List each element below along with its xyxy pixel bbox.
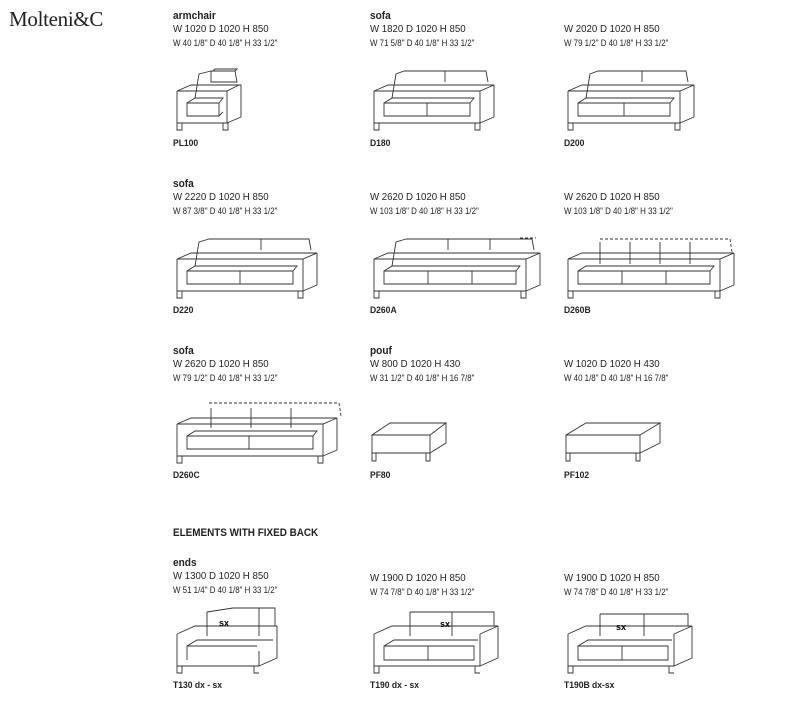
product-dimensions-mm: W 1020 D 1020 H 850: [173, 23, 269, 35]
product-d260c: [173, 345, 363, 385]
sofa-d260b-drawing: [564, 236, 739, 300]
product-code: D260A: [370, 305, 397, 316]
pouf-pf80-drawing: [370, 415, 450, 465]
product-d220: [173, 178, 363, 218]
product-title: sofa: [173, 345, 194, 357]
product-pf80: [370, 345, 560, 385]
product-title: sofa: [173, 178, 194, 190]
product-code: D260C: [173, 470, 200, 481]
product-dimensions-mm: W 800 D 1020 H 430: [370, 358, 461, 370]
product-d260b: [564, 178, 754, 218]
sx-label: sx: [440, 619, 451, 629]
sx-label: sx: [616, 622, 627, 632]
brand-logo: Molteni&C: [9, 7, 104, 31]
product-code: D260B: [564, 305, 591, 316]
sofa-d260a-drawing: [370, 236, 545, 300]
product-dimensions-mm: W 2620 D 1020 H 850: [564, 191, 660, 203]
product-title: [370, 178, 545, 190]
product-title: [564, 345, 739, 357]
armchair-drawing: [173, 68, 268, 132]
end-t130-drawing: [173, 606, 283, 676]
product-dimensions-inch: W 79 1/2" D 40 1/8" H 33 1/2": [173, 373, 278, 383]
product-dimensions-inch: W 40 1/8" D 40 1/8" H 16 7/8": [564, 373, 669, 383]
product-title: armchair: [173, 10, 216, 22]
product-dimensions-inch: W 103 1/8" D 40 1/8" H 33 1/2": [564, 206, 673, 216]
sofa-d220-drawing: [173, 236, 323, 300]
product-d260a: [370, 178, 560, 218]
product-code: PF80: [370, 470, 391, 481]
product-dimensions-mm: W 2620 D 1020 H 850: [370, 191, 466, 203]
sofa-d200-drawing: [564, 68, 699, 132]
product-title: [564, 10, 739, 22]
product-dimensions-inch: W 71 5/8" D 40 1/8" H 33 1/2": [370, 38, 475, 48]
product-title: pouf: [370, 345, 392, 357]
product-dimensions-mm: W 2220 D 1020 H 850: [173, 191, 269, 203]
product-t190: [370, 571, 560, 599]
sx-label: sx: [219, 618, 230, 628]
product-code: T190 dx - sx: [370, 680, 419, 691]
product-dimensions-mm: W 1820 D 1020 H 850: [370, 23, 466, 35]
sofa-d260c-drawing: [173, 400, 353, 466]
product-dimensions-inch: W 51 1/4" D 40 1/8" H 33 1/2": [173, 585, 278, 595]
product-code: D180: [370, 138, 391, 149]
product-dimensions-mm: W 1900 D 1020 H 850: [564, 572, 660, 584]
product-code: T130 dx - sx: [173, 680, 222, 691]
product-dimensions-mm: W 2020 D 1020 H 850: [564, 23, 660, 35]
product-dimensions-inch: W 79 1/2" D 40 1/8" H 33 1/2": [564, 38, 669, 48]
product-dimensions-inch: W 103 1/8" D 40 1/8" H 33 1/2": [370, 206, 479, 216]
end-t190-drawing: [370, 606, 505, 676]
product-dimensions-mm: W 2620 D 1020 H 850: [173, 358, 269, 370]
product-pl100: [173, 10, 363, 50]
product-dimensions-inch: W 87 3/8" D 40 1/8" H 33 1/2": [173, 206, 278, 216]
end-t190b-drawing: [564, 606, 699, 676]
product-t130: [173, 557, 363, 597]
section-heading: ELEMENTS WITH FIXED BACK: [173, 527, 319, 539]
product-title: sofa: [370, 10, 391, 22]
product-code: PF102: [564, 470, 590, 481]
product-code: T190B dx-sx: [564, 680, 615, 691]
product-dimensions-inch: W 74 7/8" D 40 1/8" H 33 1/2": [564, 587, 669, 597]
product-code: D200: [564, 138, 585, 149]
product-d180: [370, 10, 560, 50]
product-dimensions-mm: W 1900 D 1020 H 850: [370, 572, 466, 584]
product-dimensions-inch: W 74 7/8" D 40 1/8" H 33 1/2": [370, 587, 475, 597]
product-dimensions-inch: W 40 1/8" D 40 1/8" H 33 1/2": [173, 38, 278, 48]
product-d200: [564, 10, 754, 50]
product-dimensions-inch: W 31 1/2" D 40 1/8" H 16 7/8": [370, 373, 475, 383]
sofa-d180-drawing: [370, 68, 500, 132]
product-dimensions-mm: W 1300 D 1020 H 850: [173, 570, 269, 582]
product-code: D220: [173, 305, 194, 316]
product-code: PL100: [173, 138, 199, 149]
product-title: ends: [173, 557, 197, 569]
product-pf102: [564, 345, 754, 385]
pouf-pf102-drawing: [564, 415, 664, 465]
product-t190b: [564, 571, 754, 599]
product-title: [564, 178, 739, 190]
product-dimensions-mm: W 1020 D 1020 H 430: [564, 358, 660, 370]
